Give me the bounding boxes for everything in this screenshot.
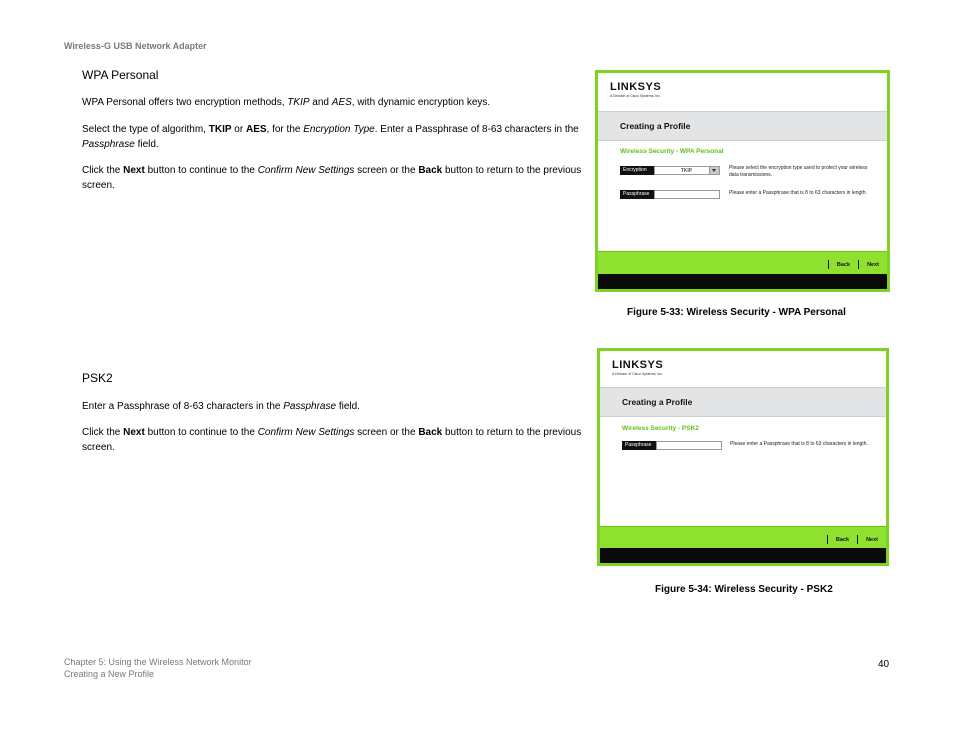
passphrase-input[interactable] [656,441,722,450]
wpa-paragraph-1: WPA Personal offers two encryption methods, TKIP and AES, with dynamic encryption keys. [82,97,491,108]
footer-subsection: Creating a New Profile [64,669,155,679]
divider [828,260,829,269]
back-button[interactable]: Back [835,536,850,543]
title-bar [598,111,887,141]
encryption-help-text: Please select the encryption type used to protect your wireless data transmissions. [729,165,868,178]
section-title-wpa-personal: WPA Personal [82,68,159,82]
profile-title: Creating a Profile [622,397,693,407]
wpa-paragraph-3: Click the Next button to continue to the Confirm New Settings screen or the Back button to return to the previous screen. [82,165,582,191]
passphrase-label: Passphrase [622,441,656,450]
bottom-bar [598,274,887,289]
linksys-logo: LINKSYS A Division of Cisco Systems, Inc. [612,359,664,376]
wpa-paragraph-2: Select the type of algorithm, TKIP or AES, for the Encryption Type. Enter a Passphrase of 8-63 characters in the Passphrase field. [82,124,579,150]
encryption-select[interactable] [654,166,720,175]
footer-chapter: Chapter 5: Using the Wireless Network Monitor [64,657,252,667]
psk2-paragraph-1: Enter a Passphrase of 8-63 characters in the Passphrase field. [82,401,360,412]
passphrase-label: Passphrase [620,190,654,199]
figure-caption-5-33: Figure 5-33: Wireless Security - WPA Personal [627,307,846,318]
linksys-logo: LINKSYS A Division of Cisco Systems, Inc. [610,81,662,98]
psk2-paragraph-2: Click the Next button to continue to the Confirm New Settings screen or the Back button to return to the previous screen. [82,427,582,453]
divider [827,535,828,544]
figure-caption-5-34: Figure 5-34: Wireless Security - PSK2 [655,584,833,595]
document-header: Wireless-G USB Network Adapter [64,41,207,51]
title-bar [600,387,886,417]
security-section-label: Wireless Security - WPA Personal [620,148,724,155]
bottom-bar [600,548,886,563]
figure-wpa-personal-screenshot [595,70,890,292]
encryption-value: TKIP [681,168,693,174]
encryption-label: Encryption [620,166,654,175]
next-button[interactable]: Next [867,261,879,268]
passphrase-help-text: Please enter a Passphrase that is 8 to 63 characters in length. [730,441,868,447]
back-button[interactable]: Back [836,261,851,268]
passphrase-help-text: Please enter a Passphrase that is 8 to 63 characters in length. [729,190,867,196]
page-number: 40 [878,659,890,670]
divider [857,535,858,544]
nav-buttons [820,260,879,269]
nav-buttons [819,535,878,544]
next-button[interactable]: Next [866,536,878,543]
divider [858,260,859,269]
section-title-psk2: PSK2 [82,371,113,385]
chevron-down-icon[interactable] [709,167,719,174]
figure-psk2-screenshot [597,348,889,566]
security-section-label: Wireless Security - PSK2 [622,425,699,432]
passphrase-input[interactable] [654,190,720,199]
profile-title: Creating a Profile [620,121,691,131]
